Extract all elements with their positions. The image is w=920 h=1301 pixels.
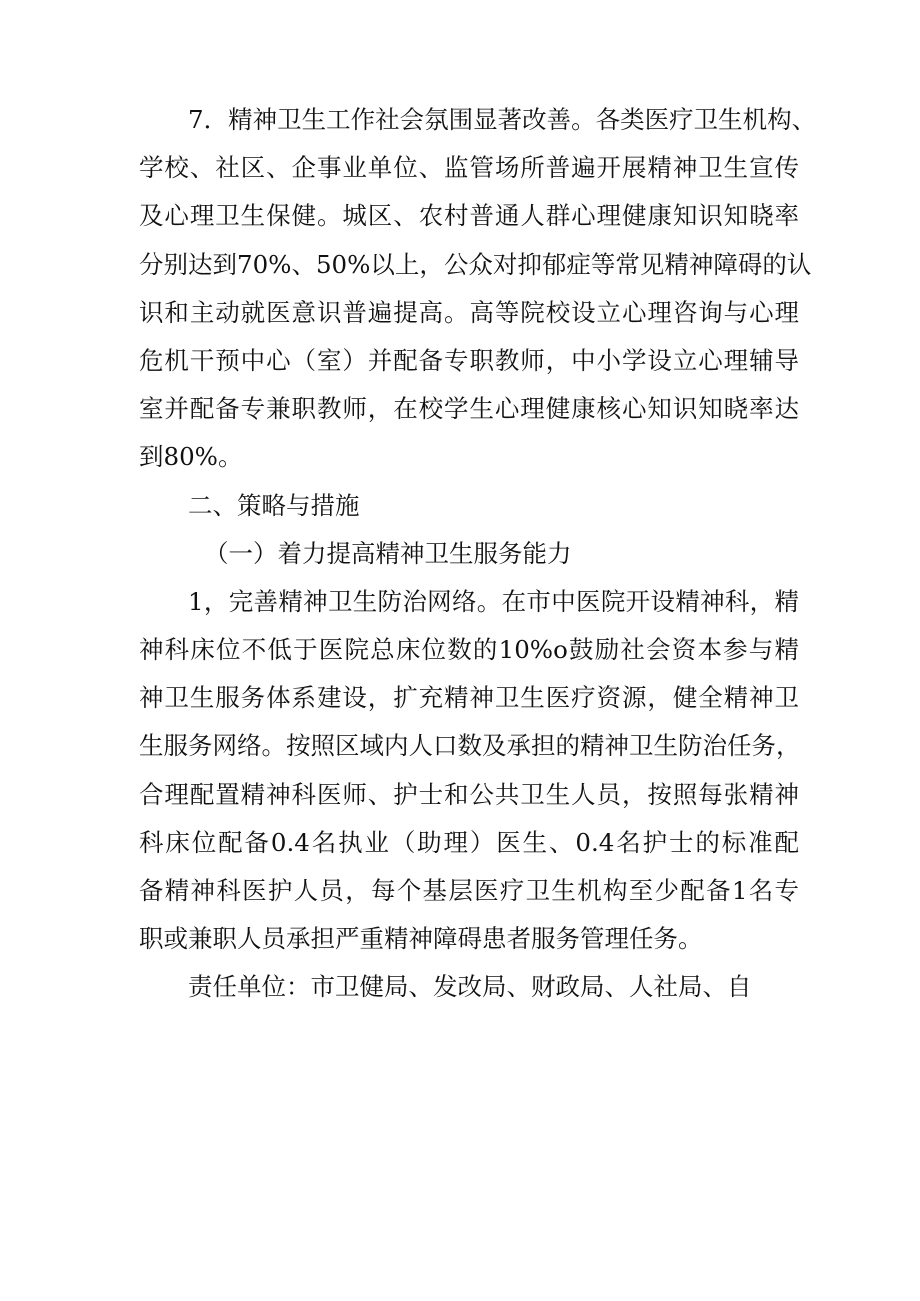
paragraph-line: 识和主动就医意识普遍提高。高等院校设立心理咨询与心理 xyxy=(139,297,799,327)
paragraph-line: 学校、社区、企事业单位、监管场所普遍开展精神卫生宣传 xyxy=(139,153,799,183)
paragraph-line: 及心理卫生保健。城区、农村普通人群心理健康知识知晓率 xyxy=(139,201,799,231)
section-heading: 二、策略与措施 xyxy=(188,490,360,520)
paragraph-line: 室并配备专兼职教师，在校学生心理健康核心知识知晓率达 xyxy=(139,394,799,424)
paragraph-line: 7．精神卫生工作社会氛围显著改善。各类医疗卫生机构、 xyxy=(188,105,817,134)
paragraph-line: 合理配置精神科医师、护士和公共卫生人员，按照每张精神 xyxy=(139,779,799,809)
paragraph-line: 1，完善精神卫生防治网络。在市中医院开设精神科，精 xyxy=(188,586,799,616)
paragraph-line: 分别达到70%、50%以上，公众对抑郁症等常见精神障碍的认 xyxy=(139,249,812,279)
paragraph-line: 到80%。 xyxy=(139,442,243,472)
paragraph-line: 职或兼职人员承担严重精神障碍患者服务管理任务。 xyxy=(139,924,703,954)
section-7-paragraph xyxy=(139,96,817,482)
paragraph-line: 危机干预中心（室）并配备专职教师，中小学设立心理辅导 xyxy=(139,345,799,375)
responsible-units-line: 责任单位：市卫健局、发改局、财政局、人社局、自 xyxy=(188,972,752,1002)
paragraph-line: 神卫生服务体系建设，扩充精神卫生医疗资源，健全精神卫 xyxy=(139,683,799,713)
paragraph-line: 生服务网络。按照区域内人口数及承担的精神卫生防治任务， xyxy=(139,731,801,761)
subsection-heading: （一）着力提高精神卫生服务能力 xyxy=(204,538,572,568)
document-body xyxy=(139,96,817,1012)
paragraph-line: 科床位配备0.4名执业（助理）医生、0.4名护士的标准配 xyxy=(139,827,799,857)
paragraph-line: 备精神科医护人员，每个基层医疗卫生机构至少配备1名专 xyxy=(139,876,799,905)
item-1-paragraph xyxy=(139,578,799,964)
paragraph-line: 神科床位不低于医院总床位数的10%o鼓励社会资本参与精 xyxy=(139,635,799,665)
